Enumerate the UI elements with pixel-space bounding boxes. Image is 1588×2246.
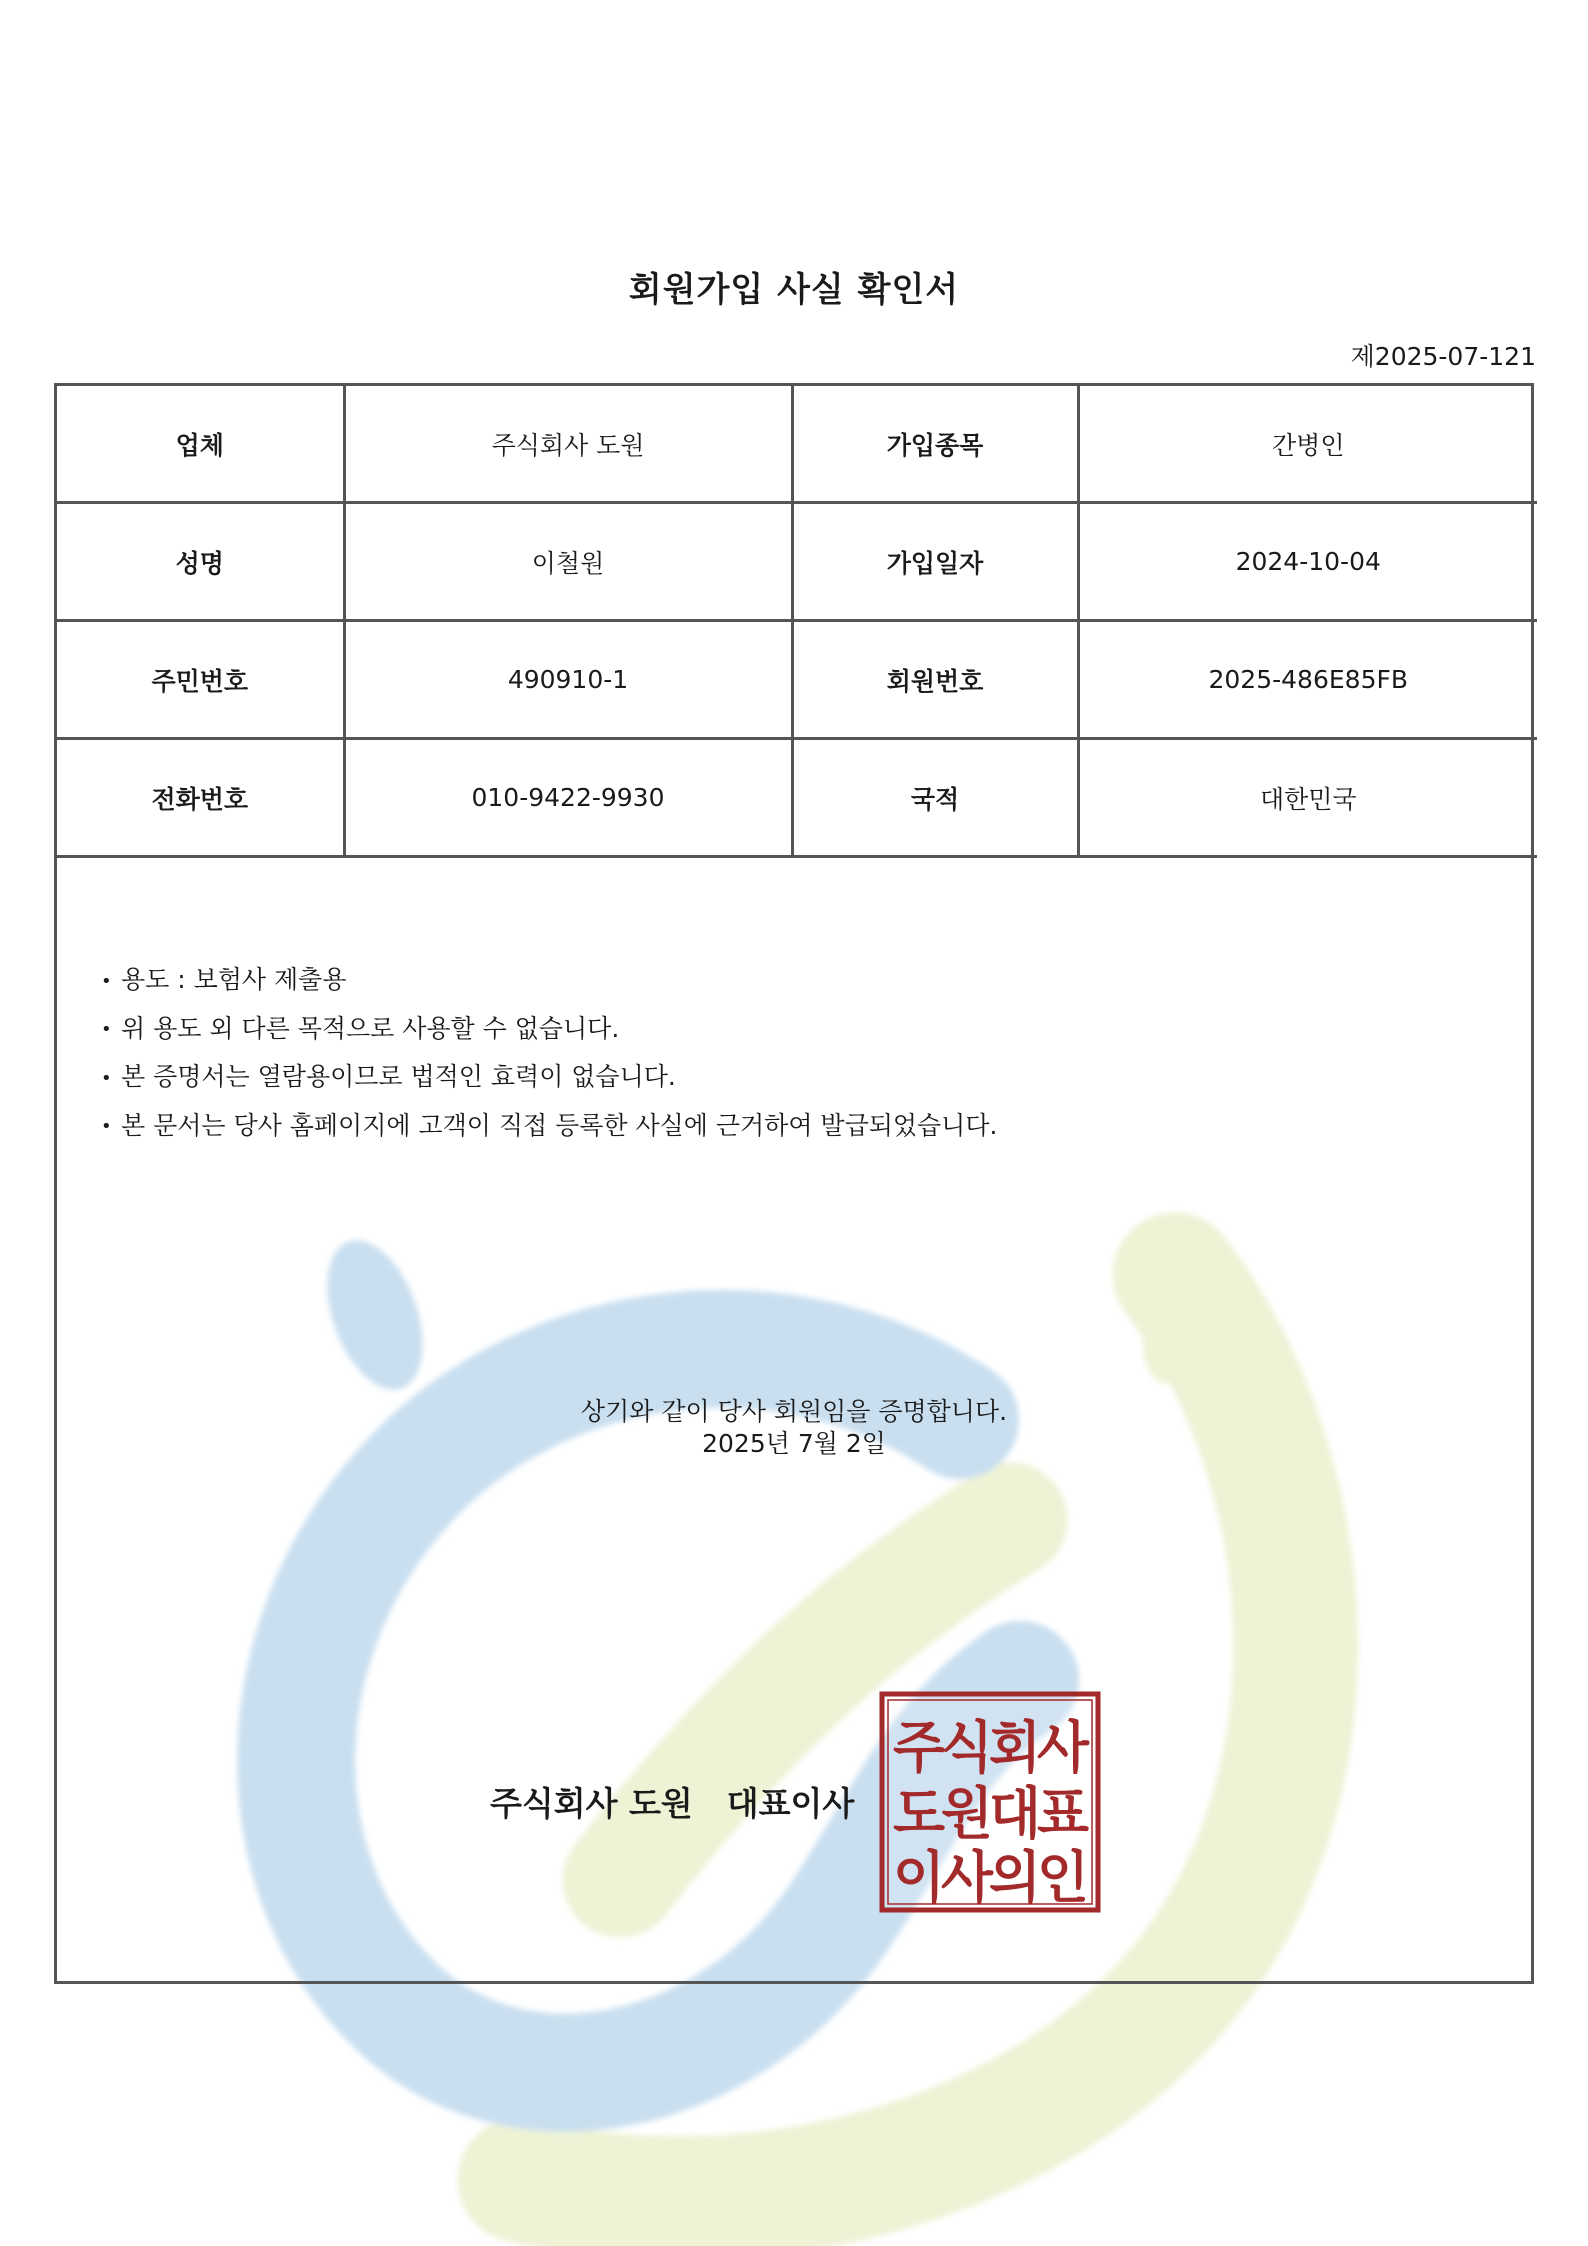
bullet-icon: • bbox=[101, 1067, 112, 1089]
phone-value: 010-9422-9930 bbox=[344, 739, 792, 857]
svg-text:주: 주 bbox=[893, 1716, 945, 1781]
certificate-frame bbox=[54, 383, 1534, 1984]
table-row bbox=[57, 739, 1537, 857]
bullet-icon: • bbox=[101, 970, 112, 992]
resident-number-value: 490910-1 bbox=[344, 621, 792, 739]
table-row bbox=[57, 621, 1537, 739]
company-seal-stamp bbox=[879, 1691, 1101, 1913]
table-row bbox=[57, 503, 1537, 621]
svg-text:회: 회 bbox=[989, 1716, 1041, 1781]
bullet-icon: • bbox=[101, 1019, 112, 1040]
join-date-value: 2024-10-04 bbox=[1078, 503, 1537, 621]
list-item: • 본 증명서는 열람용이므로 법적인 효력이 없습니다. bbox=[101, 1053, 997, 1102]
company-name: 주식회사 도원 bbox=[490, 1784, 693, 1823]
company-signature bbox=[490, 1778, 854, 1825]
resident-number-label: 주민번호 bbox=[57, 621, 344, 739]
phone-label: 전화번호 bbox=[57, 739, 344, 857]
join-date-label: 가입일자 bbox=[792, 503, 1078, 621]
member-number-label: 회원번호 bbox=[792, 621, 1078, 739]
document-title: 회원가입 사실 확인서 bbox=[628, 270, 960, 310]
svg-text:의: 의 bbox=[989, 1846, 1041, 1911]
notes-list bbox=[101, 956, 997, 1150]
svg-text:사: 사 bbox=[1037, 1716, 1090, 1781]
list-item: • 본 문서는 당사 홈페이지에 고객이 직접 등록한 사실에 근거하여 발급되었습니다. bbox=[101, 1102, 997, 1151]
svg-text:이: 이 bbox=[893, 1846, 945, 1911]
member-number-value: 2025-486E85FB bbox=[1078, 621, 1537, 739]
svg-text:도: 도 bbox=[893, 1782, 945, 1847]
bullet-icon: • bbox=[101, 1116, 112, 1137]
membership-type-value: 간병인 bbox=[1078, 386, 1537, 503]
issue-date: 2025년 7월 2일 bbox=[702, 1429, 886, 1458]
member-info-table bbox=[57, 386, 1537, 858]
nationality-value: 대한민국 bbox=[1078, 739, 1537, 857]
svg-text:대: 대 bbox=[989, 1782, 1041, 1847]
document-number: 제2025-07-121 bbox=[1350, 342, 1536, 371]
company-label: 업체 bbox=[57, 386, 344, 503]
svg-text:표: 표 bbox=[1037, 1782, 1089, 1847]
list-item: • 용도 : 보험사 제출용 bbox=[101, 956, 997, 1005]
name-label: 성명 bbox=[57, 503, 344, 621]
svg-text:식: 식 bbox=[941, 1716, 993, 1781]
company-value: 주식회사 도원 bbox=[344, 386, 792, 503]
representative-title: 대표이사 bbox=[726, 1784, 855, 1823]
name-value: 이철원 bbox=[344, 503, 792, 621]
membership-type-label: 가입종목 bbox=[792, 386, 1078, 503]
certification-block bbox=[57, 1396, 1531, 1460]
list-item: • 위 용도 외 다른 목적으로 사용할 수 없습니다. bbox=[101, 1005, 997, 1054]
svg-text:원: 원 bbox=[941, 1782, 993, 1847]
table-row bbox=[57, 386, 1537, 503]
svg-text:사: 사 bbox=[941, 1846, 994, 1911]
certification-statement: 상기와 같이 당사 회원임을 증명합니다. bbox=[580, 1397, 1008, 1426]
nationality-label: 국적 bbox=[792, 739, 1078, 857]
svg-text:인: 인 bbox=[1037, 1846, 1089, 1911]
